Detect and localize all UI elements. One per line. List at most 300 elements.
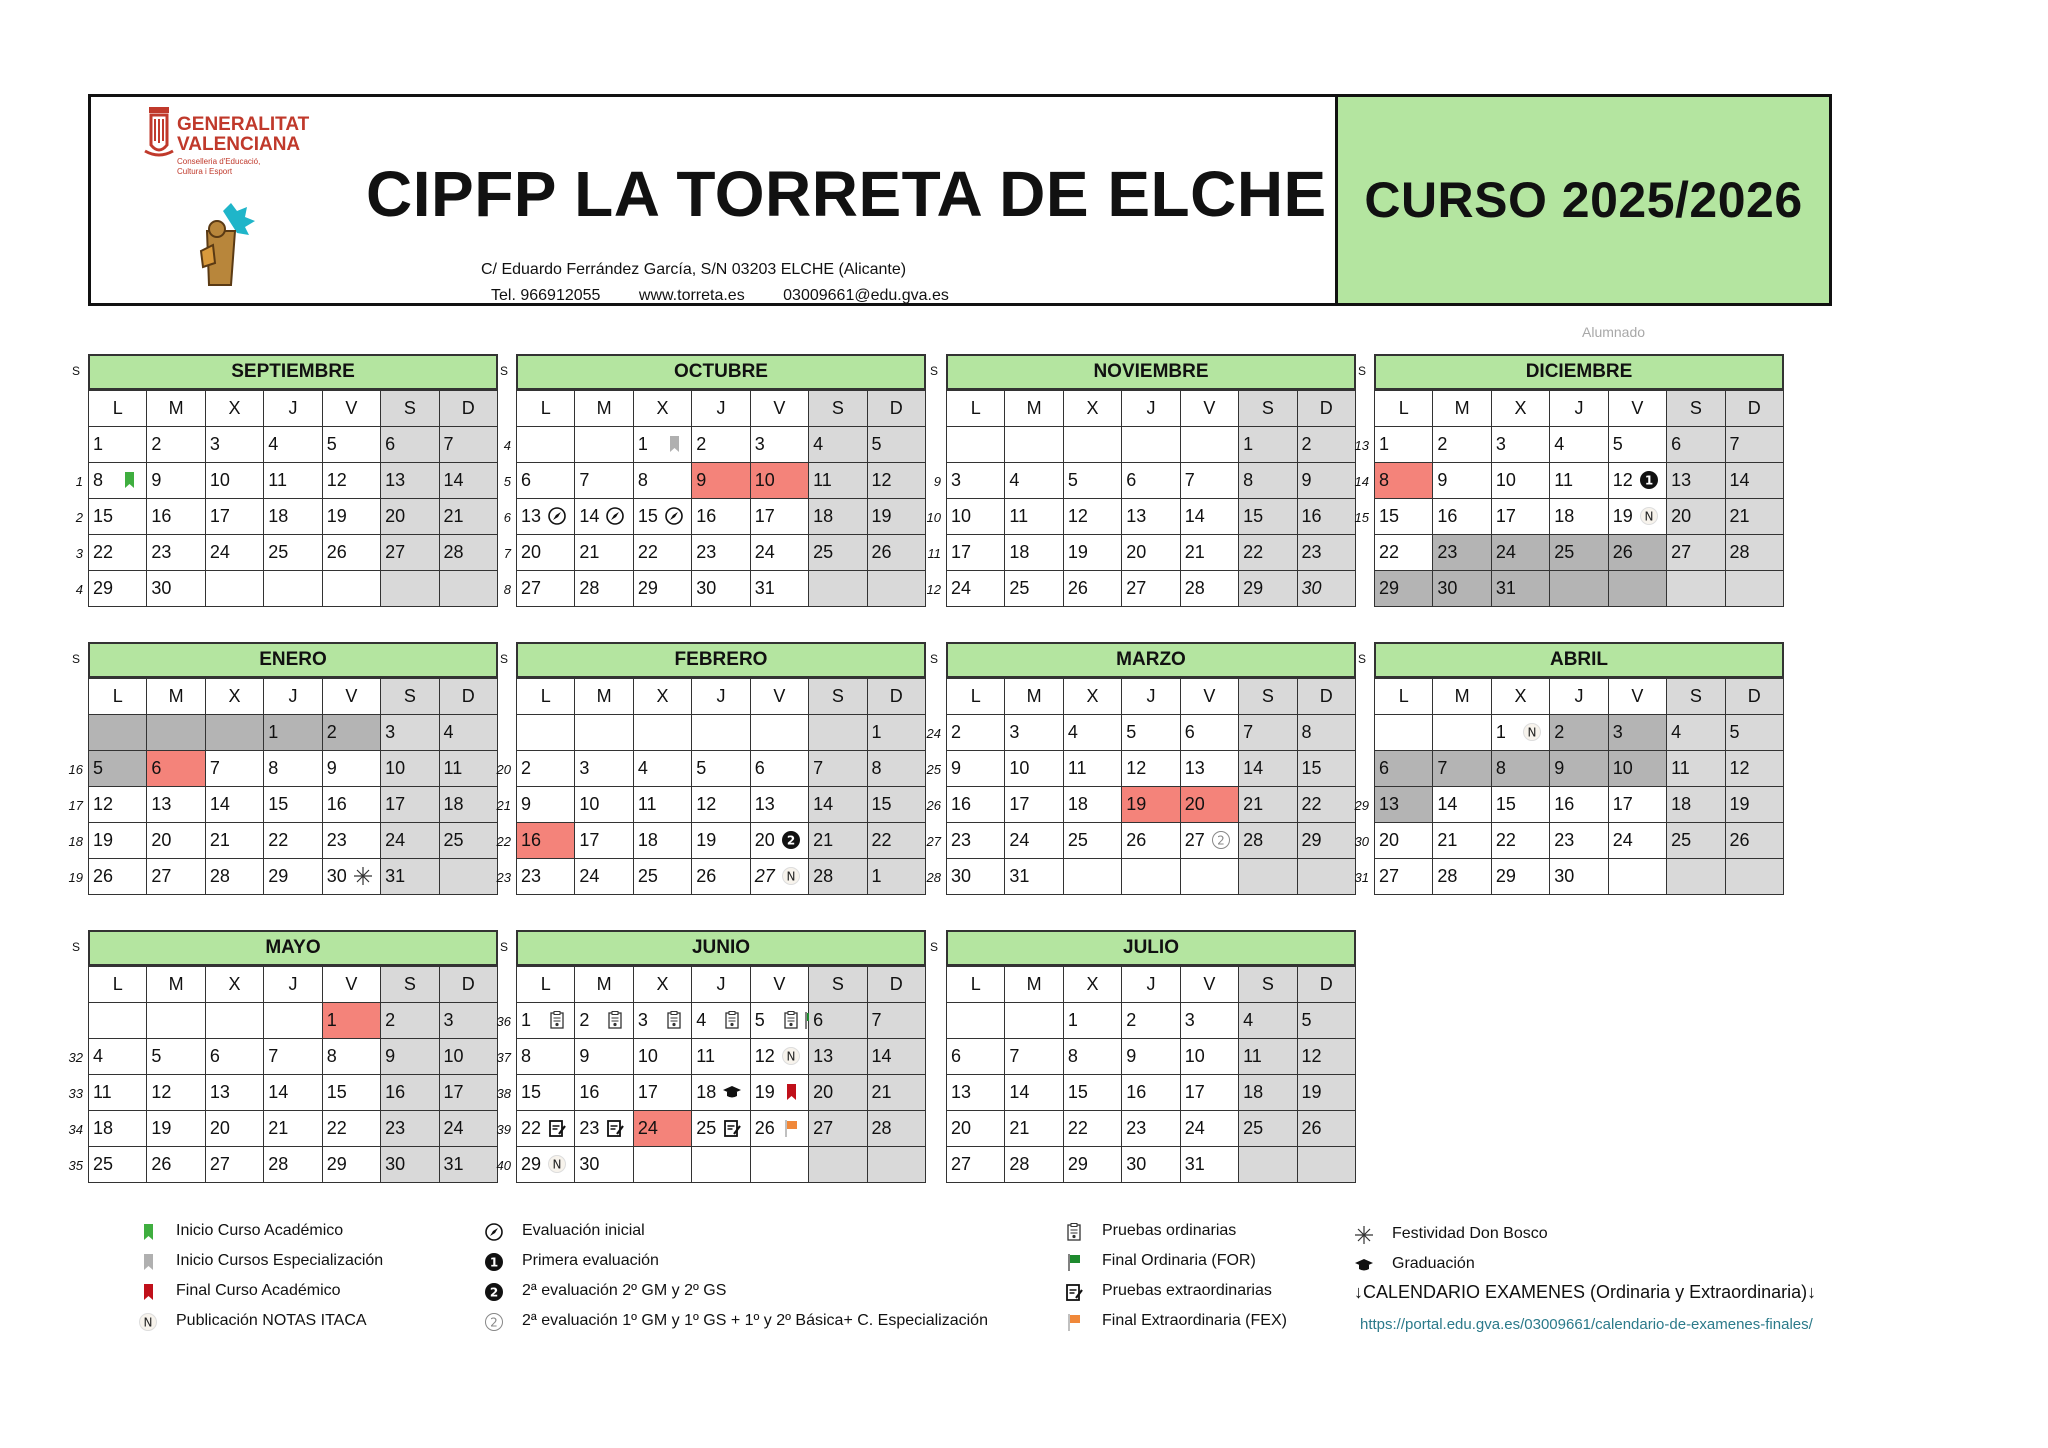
- day-cell[interactable]: 28: [1725, 535, 1783, 571]
- day-cell[interactable]: [1063, 859, 1121, 895]
- day-cell[interactable]: 21: [1239, 787, 1297, 823]
- day-cell[interactable]: [809, 571, 867, 607]
- day-cell[interactable]: 18: [633, 823, 691, 859]
- day-cell[interactable]: 18 19: [89, 823, 147, 859]
- day-cell[interactable]: 26: [1608, 535, 1666, 571]
- day-cell[interactable]: 3: [439, 1003, 497, 1039]
- day-cell[interactable]: 5: [1725, 715, 1783, 751]
- day-cell[interactable]: 25: [1239, 1111, 1297, 1147]
- day-cell[interactable]: 24 2: [947, 715, 1005, 751]
- day-cell[interactable]: 35 25: [89, 1147, 147, 1183]
- day-cell[interactable]: 4: [1063, 715, 1121, 751]
- day-cell[interactable]: 19: [1725, 787, 1783, 823]
- day-cell[interactable]: [1122, 427, 1180, 463]
- day-cell[interactable]: 1: [1239, 427, 1297, 463]
- day-cell[interactable]: 30: [1297, 571, 1355, 607]
- day-cell[interactable]: 8: [264, 751, 322, 787]
- day-cell[interactable]: 21: [264, 1111, 322, 1147]
- day-cell[interactable]: [575, 427, 633, 463]
- day-cell[interactable]: 10: [439, 1039, 497, 1075]
- day-cell[interactable]: 4: [692, 1003, 750, 1039]
- day-cell[interactable]: 13: [1667, 463, 1725, 499]
- day-cell[interactable]: 11: [633, 787, 691, 823]
- school-website[interactable]: www.torreta.es: [638, 287, 745, 304]
- day-cell[interactable]: 14: [1180, 499, 1238, 535]
- day-cell[interactable]: 1 8: [89, 463, 147, 499]
- day-cell[interactable]: 20 2: [517, 751, 575, 787]
- day-cell[interactable]: 18: [439, 787, 497, 823]
- day-cell[interactable]: 16: [381, 1075, 439, 1111]
- day-cell[interactable]: [1667, 859, 1725, 895]
- day-cell[interactable]: 11: [1550, 463, 1608, 499]
- day-cell[interactable]: [205, 571, 263, 607]
- day-cell[interactable]: [1063, 427, 1121, 463]
- day-cell[interactable]: 7: [575, 463, 633, 499]
- day-cell[interactable]: 11: [1667, 751, 1725, 787]
- day-cell[interactable]: 28: [1433, 859, 1491, 895]
- day-cell[interactable]: 32 4: [89, 1039, 147, 1075]
- day-cell[interactable]: 18: [1667, 787, 1725, 823]
- day-cell[interactable]: 3 22: [89, 535, 147, 571]
- day-cell[interactable]: 13 1: [1375, 427, 1433, 463]
- exams-calendar-link[interactable]: https://portal.edu.gva.es/03009661/calendario-de-examenes-finales/: [1360, 1316, 1813, 1333]
- day-cell[interactable]: 26: [750, 1111, 808, 1147]
- day-cell[interactable]: 17: [1608, 787, 1666, 823]
- day-cell[interactable]: 25: [264, 535, 322, 571]
- day-cell[interactable]: 30: [322, 859, 380, 895]
- day-cell[interactable]: [1667, 571, 1725, 607]
- day-cell[interactable]: 4: [633, 751, 691, 787]
- day-cell[interactable]: 22: [1239, 535, 1297, 571]
- day-cell[interactable]: 15 15: [1375, 499, 1433, 535]
- day-cell[interactable]: 1: [633, 427, 691, 463]
- day-cell[interactable]: 23: [692, 535, 750, 571]
- day-cell[interactable]: 2: [1122, 1003, 1180, 1039]
- day-cell[interactable]: 16: [147, 499, 205, 535]
- day-cell[interactable]: [147, 715, 205, 751]
- day-cell[interactable]: 7: [205, 751, 263, 787]
- day-cell[interactable]: 26: [147, 1147, 205, 1183]
- day-cell[interactable]: [381, 571, 439, 607]
- day-cell[interactable]: 18: [1063, 787, 1121, 823]
- day-cell[interactable]: [575, 715, 633, 751]
- day-cell[interactable]: 25: [439, 823, 497, 859]
- day-cell[interactable]: 1: [1063, 1003, 1121, 1039]
- day-cell[interactable]: 28: [575, 571, 633, 607]
- day-cell[interactable]: 24: [205, 535, 263, 571]
- day-cell[interactable]: 31: [381, 859, 439, 895]
- day-cell[interactable]: 20: [381, 499, 439, 535]
- day-cell[interactable]: 15: [867, 787, 925, 823]
- day-cell[interactable]: 8: [1491, 751, 1549, 787]
- day-cell[interactable]: 20: [1667, 499, 1725, 535]
- day-cell[interactable]: 12: [1122, 751, 1180, 787]
- day-cell[interactable]: 27: [381, 535, 439, 571]
- day-cell[interactable]: 19: [867, 499, 925, 535]
- day-cell[interactable]: 1: [264, 715, 322, 751]
- day-cell[interactable]: 28 30: [947, 859, 1005, 895]
- day-cell[interactable]: [1239, 859, 1297, 895]
- day-cell[interactable]: 9: [1550, 751, 1608, 787]
- day-cell[interactable]: 1: [867, 859, 925, 895]
- day-cell[interactable]: 16: [322, 787, 380, 823]
- day-cell[interactable]: 5: [1063, 463, 1121, 499]
- day-cell[interactable]: [1433, 715, 1491, 751]
- day-cell[interactable]: 22: [1375, 535, 1433, 571]
- day-cell[interactable]: 28: [867, 1111, 925, 1147]
- day-cell[interactable]: [809, 715, 867, 751]
- day-cell[interactable]: 10: [205, 463, 263, 499]
- day-cell[interactable]: 10: [1005, 751, 1063, 787]
- day-cell[interactable]: 13: [205, 1075, 263, 1111]
- day-cell[interactable]: [1608, 859, 1666, 895]
- day-cell[interactable]: [1608, 571, 1666, 607]
- day-cell[interactable]: [147, 1003, 205, 1039]
- day-cell[interactable]: 10 10: [947, 499, 1005, 535]
- day-cell[interactable]: [692, 1147, 750, 1183]
- day-cell[interactable]: 3: [205, 427, 263, 463]
- day-cell[interactable]: [89, 715, 147, 751]
- day-cell[interactable]: 29: [264, 859, 322, 895]
- day-cell[interactable]: 11 17: [947, 535, 1005, 571]
- day-cell[interactable]: 27: [147, 859, 205, 895]
- day-cell[interactable]: 15: [322, 1075, 380, 1111]
- day-cell[interactable]: 5 6: [517, 463, 575, 499]
- day-cell[interactable]: 4: [264, 427, 322, 463]
- day-cell[interactable]: 15: [1297, 751, 1355, 787]
- day-cell[interactable]: [1725, 571, 1783, 607]
- day-cell[interactable]: 14: [575, 499, 633, 535]
- day-cell[interactable]: [867, 571, 925, 607]
- day-cell[interactable]: 3: [1005, 715, 1063, 751]
- day-cell[interactable]: 28: [809, 859, 867, 895]
- day-cell[interactable]: [89, 1003, 147, 1039]
- day-cell[interactable]: 25: [1667, 823, 1725, 859]
- day-cell[interactable]: 3: [1608, 715, 1666, 751]
- day-cell[interactable]: 22: [633, 535, 691, 571]
- day-cell[interactable]: 6: [1667, 427, 1725, 463]
- day-cell[interactable]: 12 N: [750, 1039, 808, 1075]
- day-cell[interactable]: 16: [575, 1075, 633, 1111]
- day-cell[interactable]: 2: [322, 715, 380, 751]
- day-cell[interactable]: 2: [1433, 427, 1491, 463]
- day-cell[interactable]: 24: [633, 1111, 691, 1147]
- day-cell[interactable]: 19: [692, 823, 750, 859]
- day-cell[interactable]: 6: [381, 427, 439, 463]
- day-cell[interactable]: 17: [1491, 499, 1549, 535]
- day-cell[interactable]: 21 9: [517, 787, 575, 823]
- day-cell[interactable]: 34 18: [89, 1111, 147, 1147]
- day-cell[interactable]: 25: [1063, 823, 1121, 859]
- day-cell[interactable]: 5: [147, 1039, 205, 1075]
- day-cell[interactable]: 4: [1239, 1003, 1297, 1039]
- day-cell[interactable]: 37 8: [517, 1039, 575, 1075]
- day-cell[interactable]: 2: [575, 1003, 633, 1039]
- day-cell[interactable]: 5: [1297, 1003, 1355, 1039]
- day-cell[interactable]: 2 15: [89, 499, 147, 535]
- day-cell[interactable]: 7: [439, 427, 497, 463]
- day-cell[interactable]: 11: [1239, 1039, 1297, 1075]
- day-cell[interactable]: 15: [1239, 499, 1297, 535]
- day-cell[interactable]: 27: [205, 1147, 263, 1183]
- day-cell[interactable]: 15: [1491, 787, 1549, 823]
- day-cell[interactable]: 3: [381, 715, 439, 751]
- day-cell[interactable]: 20: [947, 1111, 1005, 1147]
- day-cell[interactable]: 24: [1491, 535, 1549, 571]
- day-cell[interactable]: 24: [439, 1111, 497, 1147]
- day-cell[interactable]: 29: [1239, 571, 1297, 607]
- day-cell[interactable]: 30: [692, 571, 750, 607]
- day-cell[interactable]: 26: [1122, 823, 1180, 859]
- day-cell[interactable]: 7: [1433, 751, 1491, 787]
- day-cell[interactable]: 30: [147, 571, 205, 607]
- day-cell[interactable]: 26: [1297, 1111, 1355, 1147]
- day-cell[interactable]: 20 2: [750, 823, 808, 859]
- day-cell[interactable]: 12: [692, 787, 750, 823]
- day-cell[interactable]: 19: [147, 1111, 205, 1147]
- day-cell[interactable]: 31: [439, 1147, 497, 1183]
- day-cell[interactable]: 17: [205, 499, 263, 535]
- day-cell[interactable]: 10: [1608, 751, 1666, 787]
- day-cell[interactable]: 2: [381, 1003, 439, 1039]
- day-cell[interactable]: 28: [264, 1147, 322, 1183]
- day-cell[interactable]: 2: [692, 427, 750, 463]
- day-cell[interactable]: 14: [1433, 787, 1491, 823]
- day-cell[interactable]: 21: [205, 823, 263, 859]
- day-cell[interactable]: 9: [381, 1039, 439, 1075]
- day-cell[interactable]: 8: [1297, 715, 1355, 751]
- day-cell[interactable]: 9: [575, 1039, 633, 1075]
- day-cell[interactable]: 3: [575, 751, 633, 787]
- school-email[interactable]: 03009661@edu.gva.es: [783, 287, 949, 304]
- day-cell[interactable]: 17: [439, 1075, 497, 1111]
- day-cell[interactable]: 9: [1433, 463, 1491, 499]
- day-cell[interactable]: 23: [1122, 1111, 1180, 1147]
- day-cell[interactable]: 14: [1725, 463, 1783, 499]
- day-cell[interactable]: 5: [1608, 427, 1666, 463]
- day-cell[interactable]: 12: [1725, 751, 1783, 787]
- day-cell[interactable]: 11: [809, 463, 867, 499]
- day-cell[interactable]: 24: [575, 859, 633, 895]
- day-cell[interactable]: 40 29 N: [517, 1147, 575, 1183]
- day-cell[interactable]: [633, 1147, 691, 1183]
- day-cell[interactable]: 28: [1239, 823, 1297, 859]
- day-cell[interactable]: 2: [1550, 715, 1608, 751]
- day-cell[interactable]: 21: [809, 823, 867, 859]
- day-cell[interactable]: 13: [1122, 499, 1180, 535]
- day-cell[interactable]: 16: [692, 499, 750, 535]
- day-cell[interactable]: 30: [575, 1147, 633, 1183]
- day-cell[interactable]: [692, 715, 750, 751]
- day-cell[interactable]: 6: [809, 1003, 867, 1039]
- day-cell[interactable]: 24: [1180, 1111, 1238, 1147]
- day-cell[interactable]: [947, 1003, 1005, 1039]
- day-cell[interactable]: [1239, 1147, 1297, 1183]
- day-cell[interactable]: 7: [1239, 715, 1297, 751]
- day-cell[interactable]: 7: [809, 751, 867, 787]
- day-cell[interactable]: 12 1: [1608, 463, 1666, 499]
- day-cell[interactable]: 1: [867, 715, 925, 751]
- day-cell[interactable]: 8: [867, 751, 925, 787]
- day-cell[interactable]: 20: [147, 823, 205, 859]
- day-cell[interactable]: 21: [1433, 823, 1491, 859]
- day-cell[interactable]: 29 13: [1375, 787, 1433, 823]
- day-cell[interactable]: 6: [205, 1039, 263, 1075]
- day-cell[interactable]: 4: [1005, 463, 1063, 499]
- day-cell[interactable]: 19: [322, 499, 380, 535]
- day-cell[interactable]: 7: [1005, 1039, 1063, 1075]
- day-cell[interactable]: 5: [867, 427, 925, 463]
- day-cell[interactable]: 6: [1375, 751, 1433, 787]
- day-cell[interactable]: 6: [1122, 463, 1180, 499]
- day-cell[interactable]: [867, 1147, 925, 1183]
- day-cell[interactable]: 27 2: [1180, 823, 1238, 859]
- day-cell[interactable]: 14: [264, 1075, 322, 1111]
- day-cell[interactable]: [750, 715, 808, 751]
- day-cell[interactable]: 18: [692, 1075, 750, 1111]
- day-cell[interactable]: 3: [750, 427, 808, 463]
- day-cell[interactable]: 13: [1180, 751, 1238, 787]
- day-cell[interactable]: 25: [633, 859, 691, 895]
- day-cell[interactable]: 38 15: [517, 1075, 575, 1111]
- day-cell[interactable]: 12: [867, 463, 925, 499]
- day-cell[interactable]: 13: [750, 787, 808, 823]
- day-cell[interactable]: 3: [1491, 427, 1549, 463]
- day-cell[interactable]: 17: [633, 1075, 691, 1111]
- day-cell[interactable]: 25: [1005, 571, 1063, 607]
- day-cell[interactable]: 19 26: [89, 859, 147, 895]
- day-cell[interactable]: 15: [1063, 1075, 1121, 1111]
- day-cell[interactable]: 22: [1491, 823, 1549, 859]
- day-cell[interactable]: 28: [439, 535, 497, 571]
- day-cell[interactable]: 27: [1122, 571, 1180, 607]
- day-cell[interactable]: 21: [1725, 499, 1783, 535]
- day-cell[interactable]: 17: [575, 823, 633, 859]
- day-cell[interactable]: 23 23: [517, 859, 575, 895]
- day-cell[interactable]: 14: [1005, 1075, 1063, 1111]
- day-cell[interactable]: 25: [692, 1111, 750, 1147]
- day-cell[interactable]: 27: [809, 1111, 867, 1147]
- day-cell[interactable]: 14: [205, 787, 263, 823]
- day-cell[interactable]: 18: [264, 499, 322, 535]
- day-cell[interactable]: 26: [322, 535, 380, 571]
- day-cell[interactable]: 21: [1180, 535, 1238, 571]
- day-cell[interactable]: 11: [439, 751, 497, 787]
- day-cell[interactable]: 18: [1550, 499, 1608, 535]
- day-cell[interactable]: 30: [1433, 571, 1491, 607]
- day-cell[interactable]: 11: [1005, 499, 1063, 535]
- day-cell[interactable]: 10: [633, 1039, 691, 1075]
- day-cell[interactable]: 10: [381, 751, 439, 787]
- day-cell[interactable]: 8: [1239, 463, 1297, 499]
- day-cell[interactable]: 1: [89, 427, 147, 463]
- day-cell[interactable]: 6 13: [517, 499, 575, 535]
- day-cell[interactable]: 1 N: [1491, 715, 1549, 751]
- day-cell[interactable]: 31: [1491, 571, 1549, 607]
- day-cell[interactable]: 14: [439, 463, 497, 499]
- day-cell[interactable]: 14: [1239, 751, 1297, 787]
- day-cell[interactable]: 7: [867, 1003, 925, 1039]
- day-cell[interactable]: [1180, 859, 1238, 895]
- day-cell[interactable]: 9: [1122, 1039, 1180, 1075]
- day-cell[interactable]: [750, 1147, 808, 1183]
- day-cell[interactable]: 22: [264, 823, 322, 859]
- day-cell[interactable]: 27 N: [750, 859, 808, 895]
- day-cell[interactable]: 28: [1005, 1147, 1063, 1183]
- day-cell[interactable]: 23: [575, 1111, 633, 1147]
- day-cell[interactable]: 26 16: [947, 787, 1005, 823]
- day-cell[interactable]: 30: [1122, 1147, 1180, 1183]
- day-cell[interactable]: 28: [1180, 571, 1238, 607]
- day-cell[interactable]: 17 12: [89, 787, 147, 823]
- day-cell[interactable]: 29: [633, 571, 691, 607]
- day-cell[interactable]: [633, 715, 691, 751]
- day-cell[interactable]: 31 27: [1375, 859, 1433, 895]
- day-cell[interactable]: 22: [1063, 1111, 1121, 1147]
- day-cell[interactable]: 29: [1297, 823, 1355, 859]
- day-cell[interactable]: 31: [1005, 859, 1063, 895]
- day-cell[interactable]: [264, 1003, 322, 1039]
- day-cell[interactable]: 26: [1063, 571, 1121, 607]
- day-cell[interactable]: 23: [1433, 535, 1491, 571]
- day-cell[interactable]: 22: [1297, 787, 1355, 823]
- day-cell[interactable]: 9: [1297, 463, 1355, 499]
- day-cell[interactable]: 16 5: [89, 751, 147, 787]
- day-cell[interactable]: 18: [809, 499, 867, 535]
- day-cell[interactable]: 23: [322, 823, 380, 859]
- day-cell[interactable]: 29: [1375, 571, 1433, 607]
- day-cell[interactable]: 4: [1550, 427, 1608, 463]
- day-cell[interactable]: 23: [1550, 823, 1608, 859]
- day-cell[interactable]: 29: [1063, 1147, 1121, 1183]
- day-cell[interactable]: 19: [1297, 1075, 1355, 1111]
- day-cell[interactable]: 6: [147, 751, 205, 787]
- day-cell[interactable]: 27: [1667, 535, 1725, 571]
- day-cell[interactable]: 5: [692, 751, 750, 787]
- day-cell[interactable]: [809, 1147, 867, 1183]
- day-cell[interactable]: 39 22: [517, 1111, 575, 1147]
- day-cell[interactable]: 26: [692, 859, 750, 895]
- day-cell[interactable]: 7: [1725, 427, 1783, 463]
- day-cell[interactable]: 33 11: [89, 1075, 147, 1111]
- day-cell[interactable]: 12: [1297, 1039, 1355, 1075]
- day-cell[interactable]: 25 9: [947, 751, 1005, 787]
- day-cell[interactable]: 13: [947, 1075, 1005, 1111]
- day-cell[interactable]: 2: [147, 427, 205, 463]
- day-cell[interactable]: 30: [1550, 859, 1608, 895]
- day-cell[interactable]: 19: [1063, 535, 1121, 571]
- day-cell[interactable]: [1122, 859, 1180, 895]
- day-cell[interactable]: 25: [1550, 535, 1608, 571]
- day-cell[interactable]: 13: [381, 463, 439, 499]
- day-cell[interactable]: 4: [809, 427, 867, 463]
- day-cell[interactable]: 11: [264, 463, 322, 499]
- day-cell[interactable]: 9: [322, 751, 380, 787]
- day-cell[interactable]: 8: [1063, 1039, 1121, 1075]
- day-cell[interactable]: 22 16: [517, 823, 575, 859]
- day-cell[interactable]: 6: [947, 1039, 1005, 1075]
- day-cell[interactable]: 3: [633, 1003, 691, 1039]
- day-cell[interactable]: 14: [809, 787, 867, 823]
- day-cell[interactable]: 16: [1550, 787, 1608, 823]
- day-cell[interactable]: 16: [1122, 1075, 1180, 1111]
- day-cell[interactable]: 14: [867, 1039, 925, 1075]
- day-cell[interactable]: 14 8: [1375, 463, 1433, 499]
- day-cell[interactable]: 19: [1122, 787, 1180, 823]
- day-cell[interactable]: 4: [1667, 715, 1725, 751]
- day-cell[interactable]: 12: [147, 1075, 205, 1111]
- day-cell[interactable]: [1180, 427, 1238, 463]
